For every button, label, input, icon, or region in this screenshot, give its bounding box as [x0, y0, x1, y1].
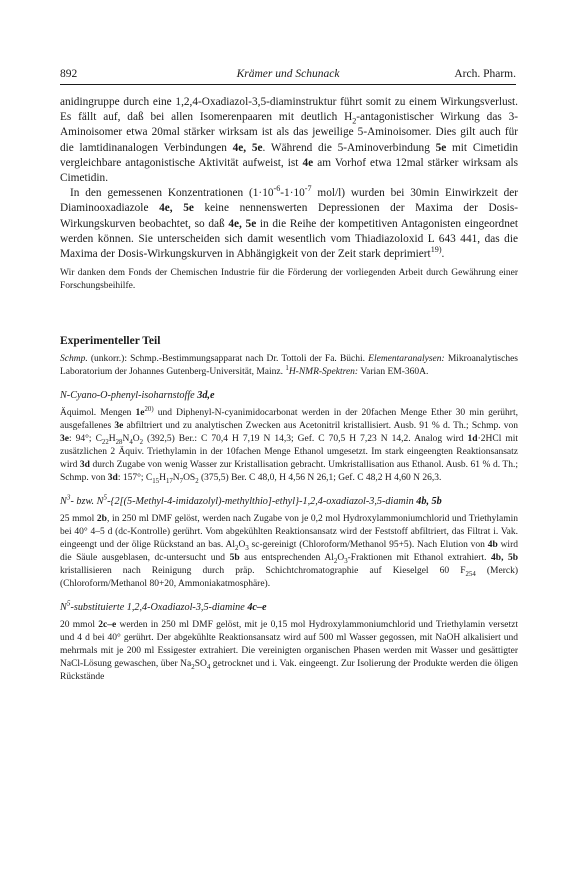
paragraph-diamine-4c-e: 20 mmol 2c–e werden in 250 ml DMF gelöst, mit je 0,15 mol Hydroxylammoniumchlorid und Triethylamin versetzt und 4 d bei 40° gerührt. Der abgekühlte Reaktionsansatz wird auf 500 ml Wasser gegossen, mit NaOH alkalisiert und mehrmals mit je 200 ml Essigester extrahiert. Die vereinigten organischen Phasen werden mit Wasser und gesättigter NaCl-Lösung gewaschen, über $Na_2SO_4$ getrocknet und i. Vak. eingeengt. Zur Isolierung der Produkte werden die öligen Rückstände: [60, 620, 518, 683]
header-rule: [60, 84, 516, 85]
subheading-diamin-4b-5b: $N^3-$ bzw. $N^5-\{2[(5-Methyl-4-imidazolyl)-methylthio]-ethyl\}-1,2,4-oxadiazol-3,5$-diamin 4b, 5b: [60, 492, 442, 508]
running-authors: Krämer und Schunack: [236, 68, 340, 80]
journal-abbreviation: Arch. Pharm.: [454, 68, 516, 80]
section-heading: Experimenteller Teil: [60, 335, 161, 348]
subheading-isoharnstoffe: N-Cyano-O-phenyl-isoharnstoffe 3d,e: [60, 390, 215, 402]
acknowledgement: Wir danken dem Fonds der Chemischen Industrie für die Förderung der vorliegenden Arbeit durch Gewährung einer Forschungsbeihilfe.: [60, 268, 518, 292]
paragraph-isoharnstoffe: Äquimol. Mengen $1e^{20)}$ und Diphenyl-N-cyanimidocarbonat werden in der 20fachen Menge Ether 30 min gerührt, ausgefallenes 3e abfiltriert und zu analytischen Zwecken aus Acetonitril kristallisiert. Ausb. 91 % d. Th.; Schmp. von 3e: 94°; $C_{22}H_{28}N_4O_2$ (392,5) Ber.: C 70,4 H 7,19 N 14,3; Gef. C 70,5 H 7,23 N 14,2. Analog wird 1d·2HCl mit zusätzlichen 2 Äquiv. Triethylamin in der 10fachen Menge Ethanol umgesetzt. Im stark eingeengten Reaktionsansatz wird 3d durch Zugabe von wenig Wasser zur Kristallisation gebracht. Umkristallisation aus Ethanol. Ausb. 61 % d. Th.; Schmp. von 3d: 157°; $C_{15}H_{17}N_7OS_2$ (375,5) Ber. C 48,0, H 4,56 N 26,1; Gef. C 48,2 H 4,60 N 26,3.: [60, 406, 519, 486]
page-number: 892: [60, 68, 78, 80]
subheading-diamine-4c-e: $N^5$-substituierte 1,2,4-Oxadiazol-3,5-diamine 4c–e: [60, 598, 267, 614]
paragraph-results: anidingruppe durch eine 1,2,4-Oxadiazol-3,5-diaminstruktur führt somit zu einem Wirkungsverlust. Es fällt auf, daß bei allen Isomerenpaaren mit deutlich $H_2$-antagonistischer Wirkung das 3-Aminoisomer etwa 20mal stärker wirksam ist als das jeweilige 5-Aminoisomer. Dies gilt auch für die lamtidinanalogen Verbindungen 4e, 5e. Während die 5-Aminoverbindung 5e mit Cimetidin vergleichbare antagonistische Aktivität aufweist, ist 4e am Vorhof etwa 12mal stärker wirksam als Cimetidin.: [60, 96, 519, 185]
paragraph-diamin-4b-5b: 25 mmol 2b, in 250 ml DMF gelöst, werden nach Zugabe von je 0,2 mol Hydroxylammoniumchlorid und Triethylamin bei 40° 4–5 d (dc-Kontrolle) gerührt. Vom abgekühlten Reaktionsansatz wird der Feststoff abfiltriert, das Filtrat i. Vak. eingeengt und der ölige Rückstand an bas. $Al_2O_3$ sc-gereinigt (Chloroform/Methanol 95+5). Nach Elution von 4b wird die Säule ausgeblasen, dc-untersucht und 5b aus entsprechenden $Al_2O_3$-Fraktionen mit Ethanol extrahiert. 4b, 5b kristallisieren nach Reinigung durch präp. Schichtchromatographie auf Kieselgel 60 $F_{254}$ (Merck) (Chloroform/Methanol 80+20, Ammoniakatmosphäre).: [60, 514, 518, 590]
paragraph-methods: Schmp. (unkorr.): Schmp.-Bestimmungsapparat nach Dr. Tottoli der Fa. Büchi. Elementaranalysen: Mikroanalytisches Laboratorium der Johannes Gutenberg-Universität, Mainz. $^1$H-NMR-Spektren: Varian EM-360A.: [60, 354, 518, 378]
article-body: [60, 95, 518, 684]
paragraph-concentrations: In den gemessenen Konzentrationen ($1\cdot 10^{-6}-1\cdot 10^{-7}$ mol/l) wurden bei 30min Einwirkzeit der Diaminooxadiazole 4e, 5e keine nennenswerten Depressionen der Maxima der Dosis-Wirkungskurven beobachtet, so daß 4e, 5e in die Reihe der kompetitiven Antagonisten eingeordnet werden können. Sie unterscheiden sich damit wesentlich vom Thiadiazoloxid L 643 441, das die Maxima der Dosis-Wirkungskurven in Abhängigkeit von der Zeit stark deprimiert$^{19)}$.: [60, 184, 519, 261]
